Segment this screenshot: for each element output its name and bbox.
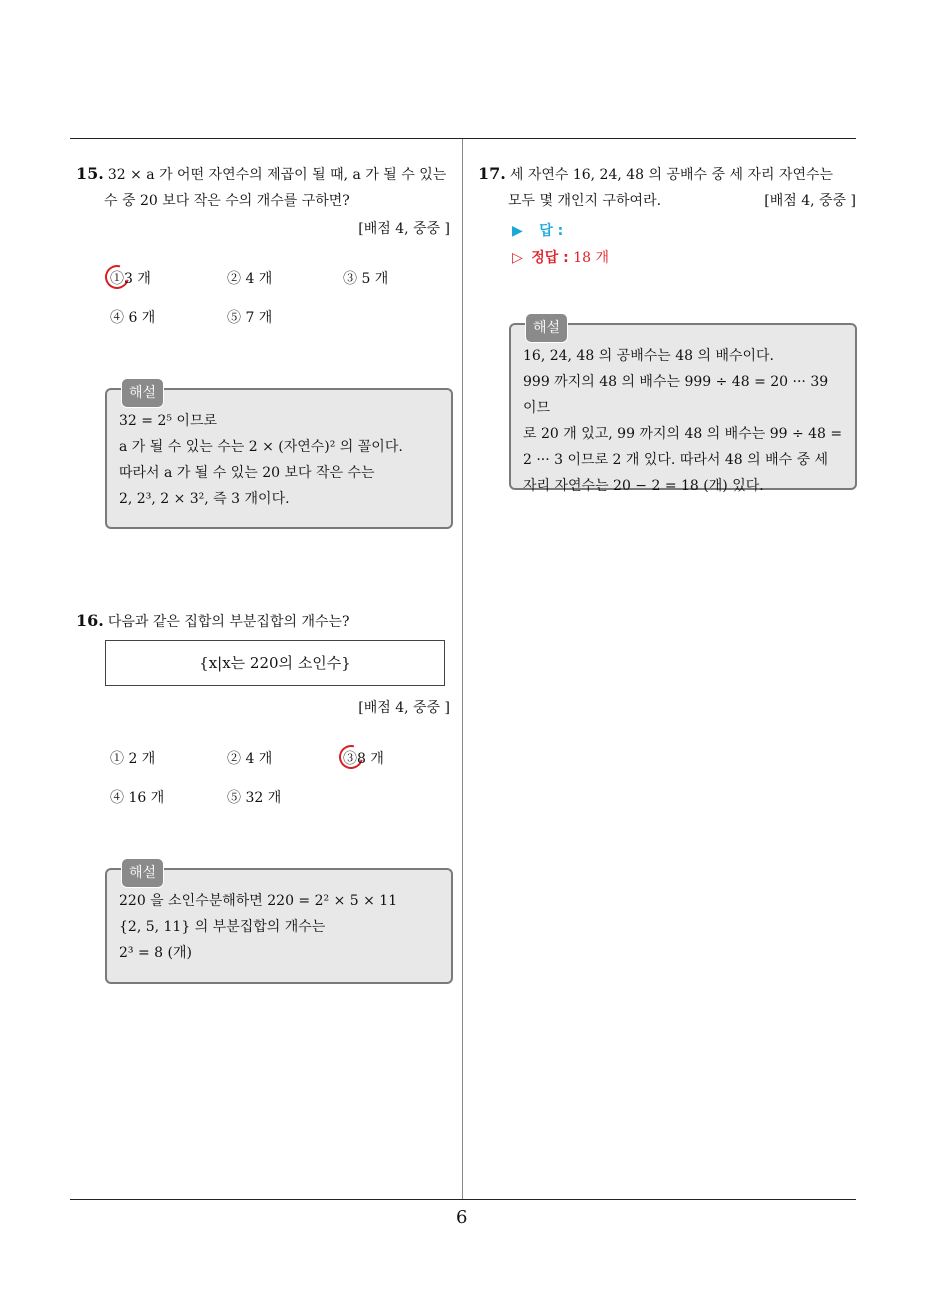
q15-question <box>76 161 456 214</box>
q15-meta: [배점 4, 중중 ] <box>358 221 450 237</box>
q16-choice-2[interactable]: ② 4 개 <box>227 751 273 767</box>
q16-choice-1[interactable]: ① 2 개 <box>110 751 156 767</box>
q15-solution-line: a 가 될 수 있는 수는 2 × (자연수)² 의 꼴이다. <box>119 439 403 455</box>
q15-solution-tag: 해설 <box>121 378 164 408</box>
q16-text: 다음과 같은 집합의 부분집합의 개수는? <box>107 614 350 630</box>
q15-solution-box <box>105 385 453 529</box>
q15-choice-3[interactable]: ③ 5 개 <box>343 271 389 287</box>
q16-solution-line: {2, 5, 11} 의 부분집합의 개수는 <box>119 919 326 935</box>
q16-question <box>76 608 456 635</box>
q16-set-box: {x|x는 220의 소인수} <box>105 640 445 686</box>
q16-number: 16. <box>76 611 104 630</box>
q17-solution-box <box>509 320 857 494</box>
q17-solution-line: 2 ··· 3 이므로 2 개 있다. 따라서 48 의 배수 중 세 <box>523 452 829 468</box>
q15-text-line2: 수 중 20 보다 작은 수의 개수를 구하면? <box>104 193 350 209</box>
q15-text-line1: 32 × a 가 어떤 자연수의 제곱이 될 때, a 가 될 수 있는 <box>107 167 447 183</box>
q15-number: 15. <box>76 164 104 183</box>
q16-choice-3[interactable]: ③8 개 <box>343 751 384 767</box>
q17-solution-line: 999 까지의 48 의 배수는 999 ÷ 48 = 20 ··· 39 이므 <box>523 374 829 416</box>
q15-solution-line: 32 = 2⁵ 이므로 <box>119 413 217 429</box>
q15-solution-line: 따라서 a 가 될 수 있는 20 보다 작은 수는 <box>119 465 375 481</box>
play-icon: ▶ <box>512 223 523 239</box>
q17-number: 17. <box>478 164 506 183</box>
q16-choice-5[interactable]: ⑤ 32 개 <box>227 790 282 806</box>
q15-choice-4[interactable]: ④ 6 개 <box>110 310 156 326</box>
q17-solution-tag: 해설 <box>525 313 568 343</box>
q16-solution-tag: 해설 <box>121 858 164 888</box>
q17-meta: [배점 4, 중중 ] <box>764 193 856 209</box>
q17-text-line2: 모두 몇 개인지 구하여라. <box>508 193 662 209</box>
q17-correct-row <box>512 247 609 267</box>
q17-correct-value: 18 개 <box>573 250 610 266</box>
bottom-rule <box>70 1199 856 1200</box>
q16-solution-line: 220 을 소인수분해하면 220 = 2² × 5 × 11 <box>119 893 398 909</box>
q17-answer-label: 답 : <box>539 223 564 239</box>
q15-choice-5[interactable]: ⑤ 7 개 <box>227 310 273 326</box>
q17-answer-row <box>512 220 563 240</box>
q15-solution-line: 2, 2³, 2 × 3², 즉 3 개이다. <box>119 491 290 507</box>
q16-solution-line: 2³ = 8 (개) <box>119 945 192 961</box>
page-number: 6 <box>456 1207 468 1228</box>
q16-meta: [배점 4, 중중 ] <box>358 700 450 716</box>
q17-solution-line: 자리 자연수는 20 − 2 = 18 (개) 있다. <box>523 478 764 494</box>
q17-correct-label: 정답 : <box>531 250 569 266</box>
q15-choice-2[interactable]: ② 4 개 <box>227 271 273 287</box>
column-divider <box>462 139 463 1200</box>
q17-text-line1: 세 자연수 16, 24, 48 의 공배수 중 세 자리 자연수는 <box>509 167 834 183</box>
top-rule <box>70 138 856 139</box>
q15-choice-1[interactable]: ①3 개 <box>110 271 151 287</box>
q17-solution-line: 로 20 개 있고, 99 까지의 48 의 배수는 99 ÷ 48 = <box>523 426 843 442</box>
q17-solution-line: 16, 24, 48 의 공배수는 48 의 배수이다. <box>523 348 774 364</box>
q16-choice-4[interactable]: ④ 16 개 <box>110 790 165 806</box>
q16-solution-box <box>105 865 453 984</box>
play-outline-icon: ▷ <box>512 250 523 266</box>
